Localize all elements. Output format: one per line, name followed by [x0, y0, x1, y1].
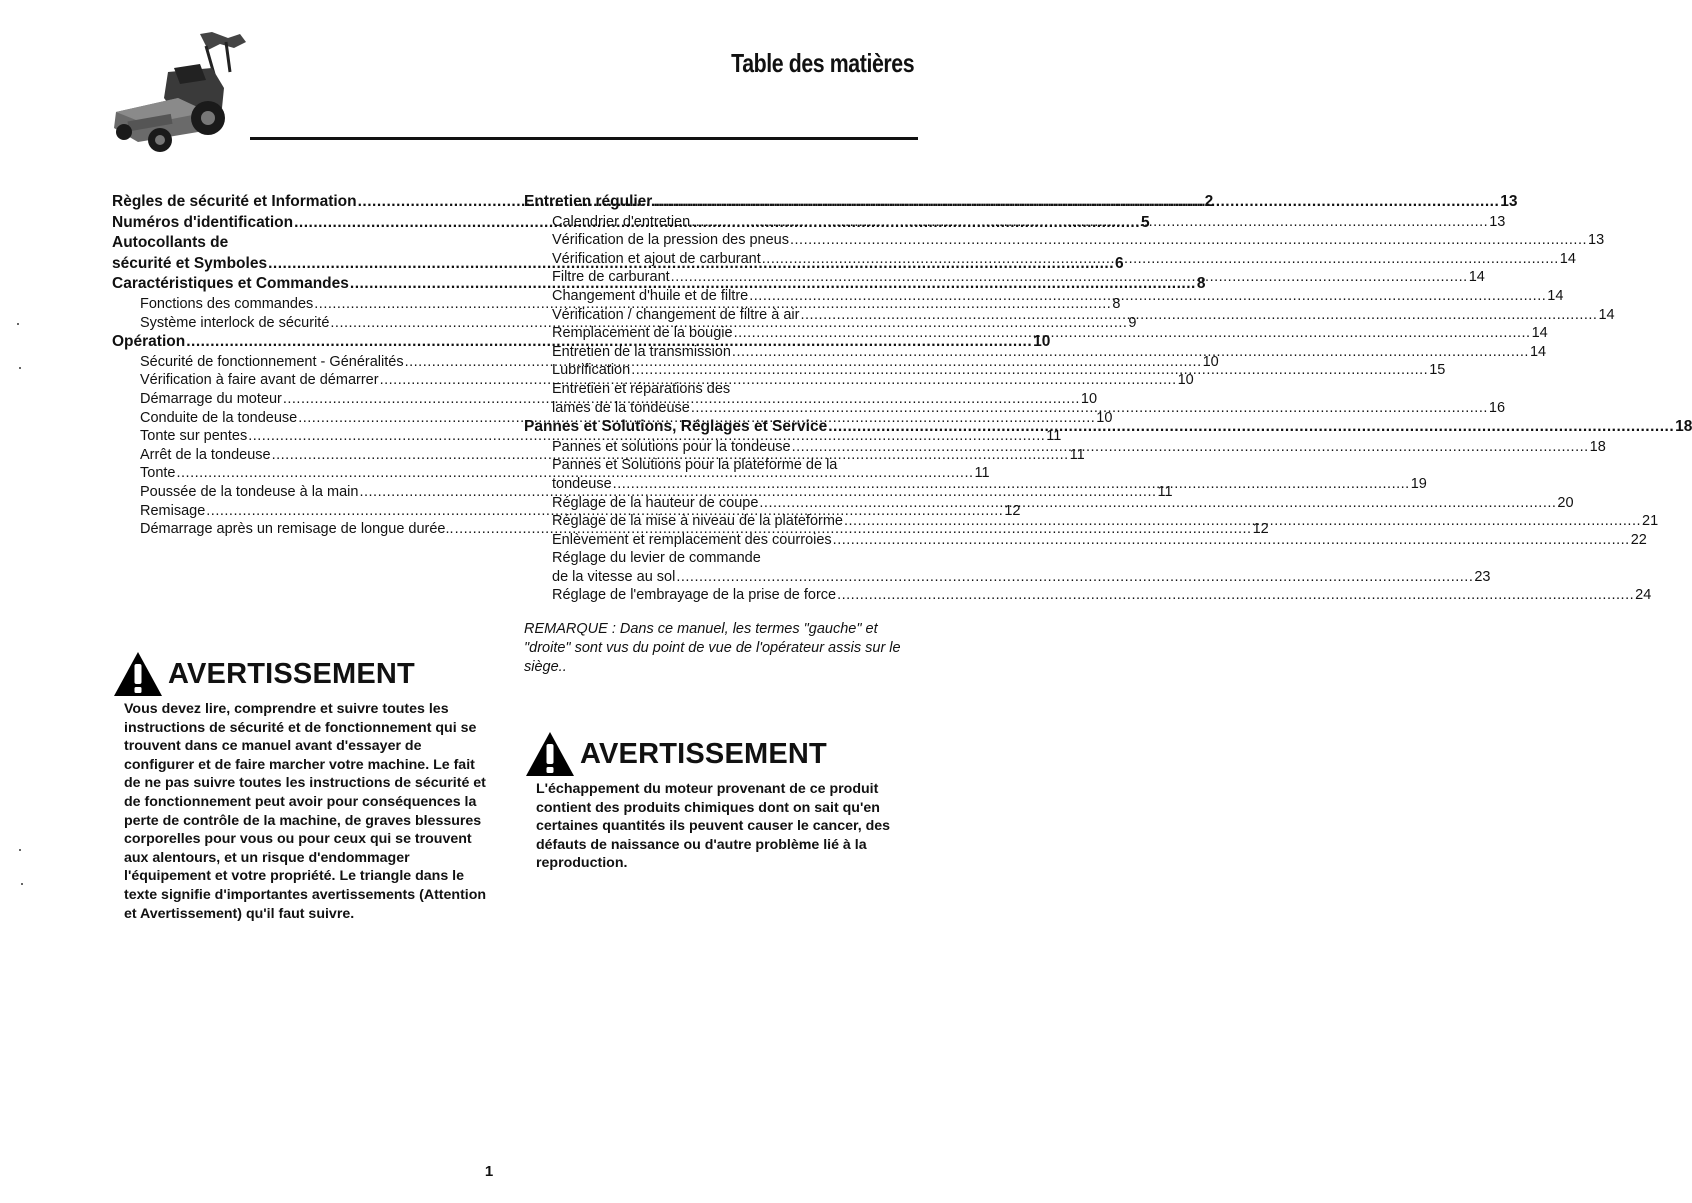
toc-leader-dots	[749, 287, 1546, 306]
toc-entry-title: Pannes et Solutions pour la plateforme de la	[552, 457, 838, 474]
toc-entry-title: Caractéristiques et Commandes	[112, 275, 349, 293]
toc-entry	[524, 306, 1615, 325]
page-number: 1	[484, 1163, 494, 1180]
toc-page-number: 23	[1474, 568, 1491, 585]
toc-entry	[524, 268, 1485, 287]
toc-page-number: 8	[1196, 275, 1206, 293]
toc-entry-title: Vérification / changement de filtre à air	[552, 306, 800, 323]
toc-page-number: 18	[1589, 438, 1606, 455]
toc-leader-dots	[762, 250, 1559, 269]
warning-triangle-icon	[524, 730, 576, 778]
toc-page-number: 19	[1410, 475, 1427, 492]
toc-entry-title: Opération	[112, 333, 186, 351]
toc-page-number: 10	[1202, 353, 1219, 370]
toc-page-number: 24	[1635, 587, 1652, 604]
toc-page-number: 10	[1033, 333, 1051, 351]
toc-entry-title: Entretien et réparations des	[552, 380, 731, 397]
toc-page-number: 8	[1112, 295, 1121, 312]
toc-entry-title: Fonctions des commandes	[140, 295, 314, 312]
toc-page-number: 12	[1252, 521, 1269, 538]
toc-page-number: 13	[1489, 213, 1506, 230]
page-title: Table des matières	[730, 48, 914, 78]
toc-page-number: 14	[1559, 250, 1576, 267]
toc-leader-dots	[792, 438, 1589, 457]
toc-entry-title: de la vitesse au sol	[552, 568, 676, 585]
mower-illustration	[108, 28, 256, 160]
toc-entry	[524, 192, 1518, 213]
toc-page-number: 16	[1488, 399, 1506, 416]
toc-leader-dots	[676, 568, 1473, 587]
toc-page-number: 10	[1080, 390, 1098, 407]
toc-entry-title: Vérification et ajout de carburant	[552, 250, 761, 267]
toc-page-number: 10	[1177, 372, 1194, 389]
toc-page-number: 21	[1642, 513, 1659, 530]
toc-entry-title: Vérification à faire avant de démarrer	[140, 372, 379, 389]
remark-note: REMARQUE : Dans ce manuel, les termes "gauche" et "droite" sont vus du point de vue de l'opérateur assis sur le siège..	[524, 621, 901, 675]
toc-entry-title: Réglage de la hauteur de coupe	[552, 494, 759, 511]
toc-entry	[524, 250, 1576, 269]
toc-entry-title: Arrêt de la tondeuse	[140, 446, 271, 463]
warning-box-left	[112, 648, 492, 923]
toc-entry	[524, 287, 1564, 306]
toc-leader-dots	[653, 192, 1499, 213]
toc-page-number: 14	[1598, 306, 1615, 323]
toc-page-number: 14	[1531, 325, 1548, 342]
toc-leader-dots	[691, 399, 1488, 418]
toc-entry-title: Système interlock de sécurité	[140, 314, 330, 331]
toc-entry-title: Numéros d'identification	[112, 213, 294, 231]
toc-page-number: 10	[1096, 409, 1113, 426]
toc-entry-title: Lubrification	[552, 362, 631, 379]
toc-entry-title: lames de la tondeuse	[552, 399, 690, 416]
toc-entry	[524, 531, 1647, 550]
toc-entry-title: Conduite de la tondeuse	[140, 409, 298, 426]
toc-entry-title: sécurité et Symboles	[112, 254, 268, 272]
toc-entry-title: Tonte	[140, 465, 176, 482]
toc-entry-title: Enlèvement et remplacement des courroies	[552, 531, 832, 548]
toc-leader-dots	[613, 475, 1410, 494]
toc-entry-title: Démarrage du moteur	[140, 390, 282, 407]
warning-box-right	[524, 728, 904, 873]
toc-page-number: 12	[1004, 502, 1021, 519]
toc-entry-title: tondeuse	[552, 475, 612, 492]
warning-body: L'échappement du moteur provenant de ce produit contient des produits chimiques dont on sait qu'en certaines quantités ils peuvent causer le cancer, des défauts de naissance ou d'autre problème lié à la reproduction.	[536, 781, 891, 872]
warning-header	[112, 648, 492, 700]
warning-body: Vous devez lire, comprendre et suivre toutes les instructions de sécurité et de fonctionnement qui se trouvent dans ce manuel avant d'essayer de configurer et de faire marcher votre machine. Le fait de ne pas suivre toutes les instructions de sécurité et de fonctionnement peut avoir pour conséquences la perte de contrôle de la machine, de graves blessures corporelles pour vous ou pour ceux qui se trouvent aux alentours, et un risque d'endommager l'équipement et votre propriété. Le triangle dans le texte signifie d'importantes avertissements (Attention et Avertissement) qu'il faut suivre.	[124, 701, 487, 922]
header-rule	[250, 137, 918, 140]
toc-page-number: 14	[1468, 269, 1485, 286]
toc-entry-title: Entretien régulier	[524, 193, 653, 210]
warning-triangle-icon	[112, 650, 164, 698]
toc-entry-title: Pannes et Solutions, Réglages et Service	[524, 418, 828, 436]
toc-leader-dots	[732, 343, 1529, 362]
toc-entry-title: Calendrier d'entretien	[552, 213, 691, 230]
toc-page-number: 20	[1557, 494, 1574, 511]
toc-page-number: 14	[1529, 343, 1547, 360]
toc-page-number: 6	[1115, 254, 1124, 272]
toc-leader-dots	[833, 531, 1630, 550]
toc-entry-title: Tonte sur pentes	[140, 428, 248, 445]
toc-leader-dots	[631, 361, 1428, 380]
toc-entry-title: Remplacement de la bougie	[552, 325, 733, 342]
toc-entry	[524, 380, 907, 399]
toc-page-number: 9	[1128, 314, 1137, 331]
toc-entry	[524, 231, 1605, 250]
toc-page-number: 18	[1675, 418, 1692, 436]
toc-page-number: 14	[1547, 287, 1564, 304]
toc-leader-dots	[691, 213, 1488, 232]
toc-page-number: 11	[974, 465, 990, 482]
toc-page-number: 11	[1046, 428, 1062, 445]
toc-entry-title: Démarrage après un remisage de longue durée..	[140, 521, 454, 538]
toc-page-number: 13	[1588, 232, 1605, 249]
toc-page-number: 5	[1141, 213, 1150, 231]
toc-page-number: 22	[1630, 531, 1647, 548]
toc-entry-title: Changement d'huile et de filtre	[552, 287, 749, 304]
toc-entry-title: Vérification de la pression des pneus	[552, 232, 789, 249]
toc-leader-dots	[759, 494, 1556, 513]
toc-entry-title: Règles de sécurité et Information	[112, 193, 357, 210]
toc-leader-dots	[828, 417, 1674, 438]
toc-entry-title: Poussée de la tondeuse à la main	[140, 483, 359, 500]
toc-entry-title: Réglage de l'embrayage de la prise de force	[552, 587, 837, 604]
toc-entry-title: Sécurité de fonctionnement - Généralités	[140, 353, 404, 370]
toc-entry-title: Autocollants de	[112, 234, 229, 252]
toc-entry	[524, 586, 1652, 605]
toc-leader-dots	[734, 324, 1531, 343]
toc-leader-dots	[671, 268, 1468, 287]
toc-leader-dots	[837, 586, 1634, 605]
warning-title: AVERTISSEMENT	[168, 657, 415, 690]
toc-page-number: 11	[1157, 483, 1173, 500]
toc-page-number: 13	[1500, 193, 1518, 210]
toc-entry-title: Remisage	[140, 502, 206, 519]
toc-page-number: 15	[1429, 362, 1446, 379]
toc-entry	[112, 233, 495, 254]
toc-entry	[524, 456, 907, 475]
toc-entry	[524, 568, 1491, 587]
toc-entry-title: Filtre de carburant	[552, 269, 670, 286]
warning-header	[524, 728, 904, 780]
toc-entry-title: Pannes et solutions pour la tondeuse	[552, 438, 791, 455]
toc-leader-dots	[790, 231, 1587, 250]
toc-entry-title: Entretien de la transmission	[552, 343, 731, 360]
toc-leader-dots	[800, 306, 1597, 325]
toc-page-number: 11	[1069, 446, 1085, 463]
toc-entry-title: Réglage du levier de commande	[552, 550, 761, 567]
warning-title: AVERTISSEMENT	[580, 737, 827, 770]
toc-entry	[524, 213, 1506, 232]
toc-page-number: 2	[1204, 193, 1214, 210]
toc-entry-title: Réglage de la mise à niveau de la plateforme	[552, 513, 843, 530]
toc-leader-dots	[844, 512, 1641, 531]
toc-entry	[524, 549, 907, 568]
toc-entry	[112, 483, 1173, 502]
